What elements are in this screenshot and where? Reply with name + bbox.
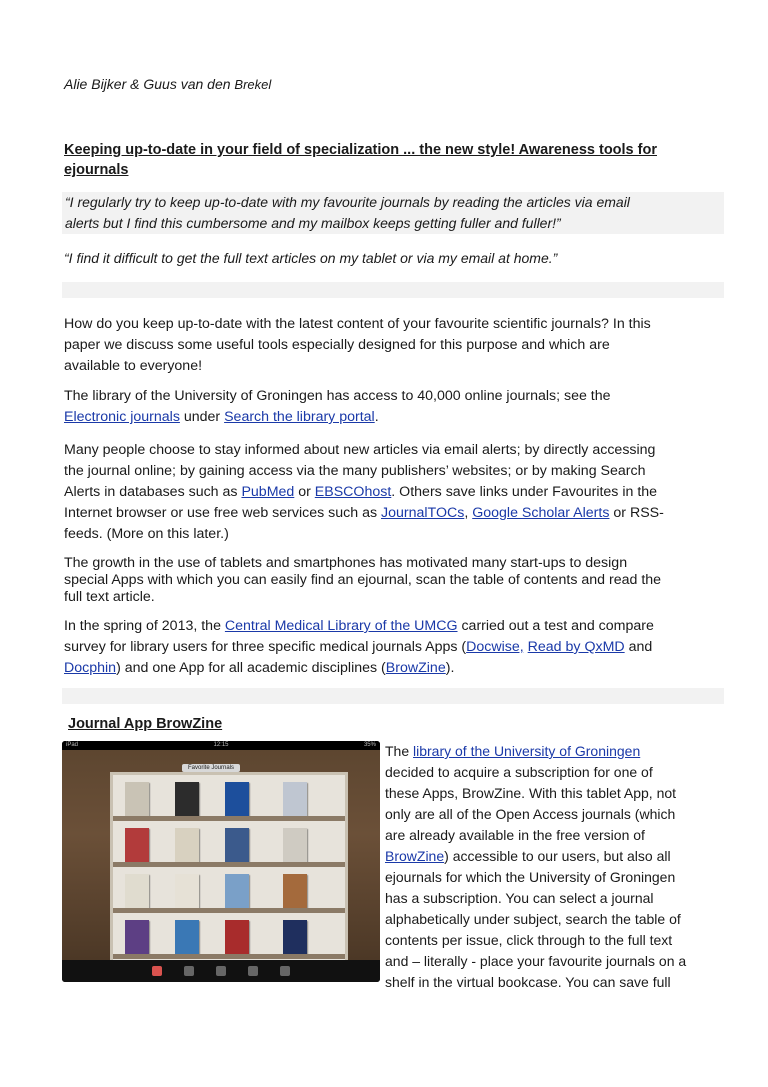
quote-block-2: “I find it difficult to get the full text articles on my tablet or via my email at home.” [64,250,558,266]
tablet-time: 12:15 [213,742,229,748]
journal-cover [225,920,249,954]
search-library-portal-link[interactable]: Search the library portal [224,409,375,425]
docwise-link[interactable]: Docwise, [466,639,524,655]
side-line-3: these Apps, BrowZine. With this tablet App, not [385,785,677,801]
tablet-battery: 35% [363,742,376,748]
tablet-status-bar [62,741,380,750]
p3-line-4 [64,503,724,524]
p4-line-1: The growth in the use of tablets and smartphones has motivated many start-ups to design [64,555,628,571]
p3-line-1: Many people choose to stay informed about new articles via email alerts; by directly accessing [64,442,656,458]
journal-cover [125,828,149,862]
paragraph-alerts [64,440,724,545]
browzine-free-link[interactable]: BrowZine [385,848,445,864]
title-line-1: Keeping up-to-date in your field of specialization ... the new style! Awareness tools for [64,142,657,158]
shelf-plank [113,954,345,959]
browzine-link[interactable]: BrowZine [385,660,446,676]
quote1-line-1: “I regularly try to keep up-to-date with my favourite journals by reading the articles via email [65,194,630,210]
p5-text-f: ) and one App for all academic disciplines ( [116,660,386,676]
side-line-1 [385,741,720,762]
side-line-9: alphabetically under subject, search the table of [385,911,681,927]
paragraph-tablets [64,555,724,606]
central-medical-library-link[interactable]: Central Medical Library of the UMCG [224,618,458,634]
p3-text-c: . Others save links under Favourites in the [391,484,658,500]
p1-line-1: How do you keep up-to-date with the latest content of your favourite scientific journals? In this [64,316,651,332]
bookshelf [110,772,348,964]
p5-line-1 [64,616,724,637]
browse-icon [184,966,194,976]
journal-cover [225,782,249,816]
side-line-5: are already available in the free version of [385,827,645,843]
side-line-2: decided to acquire a subscription for one of [385,764,653,780]
side-line-8: has a subscription. You can select a journal [385,890,654,906]
p3-text-f: or RSS- [609,505,664,521]
journal-cover [175,920,199,954]
tablet-dock [62,960,380,982]
divider-bar-2 [62,688,724,704]
authors-last: Brekel [234,77,272,92]
shelf-row [113,867,345,913]
journal-cover [175,828,199,862]
document-title [64,140,724,180]
tablet-carrier: iPad [66,742,79,748]
p5-text-b: carried out a test and compare [457,618,654,634]
side-line-10: contents per issue, click through to the full text [385,932,673,948]
journal-cover [283,828,307,862]
quote-block-1 [62,192,724,234]
p3-text-d: Internet browser or use free web services such as [64,505,381,521]
p5-text-e: and [624,639,653,655]
journal-cover [225,874,249,908]
p2-line-1: The library of the University of Groningen has access to 40,000 online journals; see the [64,388,611,404]
side-text-a: The [385,743,414,759]
saved-articles-icon [216,966,226,976]
p2-end: . [374,409,379,425]
shelf-row [113,821,345,867]
p2-line-2 [64,407,724,428]
p5-text-g: ). [445,660,455,676]
shelf-row [113,775,345,821]
side-line-4: only are all of the Open Access journals (which [385,806,676,822]
section-heading-browzine: Journal App BrowZine [68,716,223,732]
side-line-7: ejournals for which the University of Groningen [385,869,676,885]
side-line-12: shelf in the virtual bookcase. You can save full [385,974,671,990]
library-groningen-link[interactable]: library of the University of Groningen [413,743,641,759]
p3-text-e: , [464,505,473,521]
p5-line-2 [64,637,724,658]
p3-line-2: the journal online; by gaining access via the many publishers’ websites; or by making Search [64,463,646,479]
paragraph-library [64,386,724,428]
authors-names: Alie Bijker & Guus van den [64,76,231,92]
p2-text: under [179,409,225,425]
p3-text-b: or [294,484,315,500]
side-line-6 [385,846,720,867]
journal-cover [283,874,307,908]
side-line-11: and – literally - place your favourite journals on a [385,953,687,969]
p5-line-3 [64,658,724,679]
p1-line-2: paper we discuss some useful tools especially designed for this purpose and which are [64,337,610,353]
paragraph-intro [64,314,724,377]
journal-cover [125,874,149,908]
electronic-journals-link[interactable]: Electronic journals [64,409,180,425]
read-by-qxmd-link[interactable]: Read by QxMD [527,639,625,655]
journal-cover [283,920,307,954]
side-text-b: ) accessible to our users, but also all [444,848,671,864]
google-scholar-alerts-link[interactable]: Google Scholar Alerts [472,505,610,521]
tablet-screen [62,750,380,960]
p1-line-3: available to everyone! [64,358,203,374]
p5-text-c: survey for library users for three specific medical journals Apps ( [64,639,467,655]
institution-icon [248,966,258,976]
p5-text-a: In the spring of 2013, the [64,618,225,634]
journal-cover [125,782,149,816]
shelf-row [113,913,345,959]
divider-bar [62,282,724,298]
quote1-line-2: alerts but I find this cumbersome and my mailbox keeps getting fuller and fuller!” [65,215,561,231]
authors [64,76,271,92]
journal-cover [225,828,249,862]
favorite-journals-tab: Favorite Journals [182,764,240,772]
paragraph-survey [64,616,724,679]
p3-line-5: feeds. (More on this later.) [64,526,229,542]
title-line-2: ejournals [64,162,129,178]
journal-cover [283,782,307,816]
bookshelf-icon [152,966,162,976]
journal-cover [125,920,149,954]
ebscohost-link[interactable]: EBSCOhost [314,484,392,500]
pubmed-link[interactable]: PubMed [241,484,295,500]
docphin-link[interactable]: Docphin [64,660,117,676]
journal-cover [175,874,199,908]
journaltocs-link[interactable]: JournalTOCs [381,505,465,521]
settings-icon [280,966,290,976]
p4-line-3: full text article. [64,589,155,605]
p4-line-2: special Apps with which you can easily find an ejournal, scan the table of contents and read the [64,572,662,588]
browzine-description [385,741,720,993]
p3-text-a: Alerts in databases such as [64,484,242,500]
browzine-screenshot [62,741,380,982]
journal-cover [175,782,199,816]
p3-line-3 [64,482,724,503]
